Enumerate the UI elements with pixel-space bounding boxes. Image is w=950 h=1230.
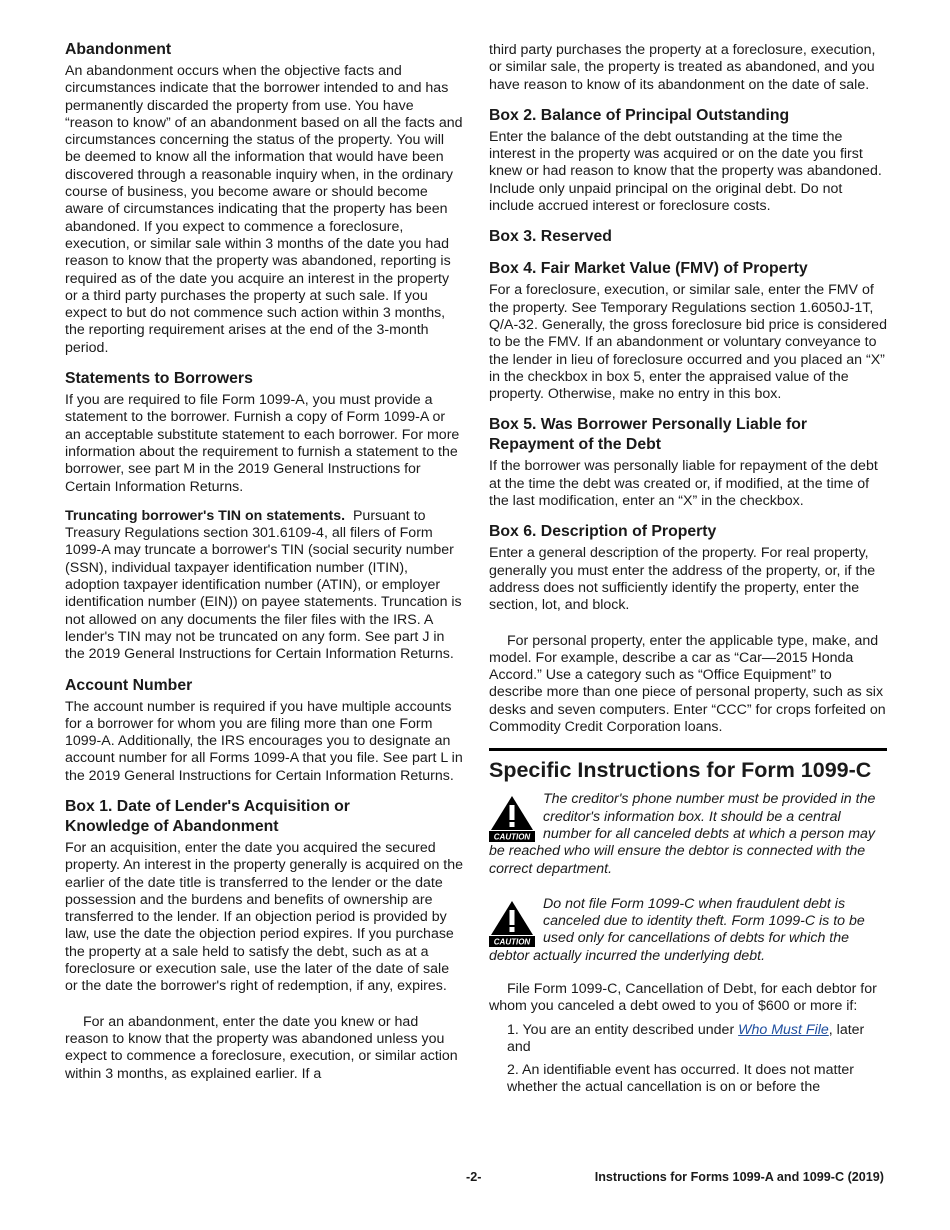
caution-label: CAUTION bbox=[493, 832, 531, 842]
box1-text: For an acquisition, enter the date you acquired the secured property. An interest in the property generally is acquired on the earlier of the date title is transferred to the lender or the date possession and the burdens and benefits of ownership are transferred to the lender. If an objection period is provided by law, use the date the objection period expires. If you purchase the property at a sale held to satisfy the debt, such as at a foreclosure or execution sale, use the later of the date of sale or the date the borrower's right of redemption, if any, expires. bbox=[65, 839, 464, 995]
box1-heading bbox=[65, 797, 463, 837]
box5-heading-line2: Repayment of the Debt bbox=[489, 436, 662, 454]
page-number: -2- bbox=[466, 1170, 482, 1184]
box2-text: Enter the balance of the debt outstanding at the time the interest in the property was acquired or on the date you first knew or had reason to know that the property was abandoned. Include only unpaid principal on the original debt. Do not include accrued interest or foreclosure costs. bbox=[489, 128, 882, 215]
box6-text: Enter a general description of the property. For real property, generally you must enter the address of the property, or, if the address does not sufficiently identify the property, enter the section, lot, and block. bbox=[489, 545, 876, 614]
section-divider bbox=[489, 748, 887, 751]
statements-text: If you are required to file Form 1099-A, you must provide a statement to the borrower. Furnish a copy of Form 1099-A or an acceptable substitute statement to each borrower. For more information about the requirement to furnish a statement to the borrower, see part M in the 2019 General Instructions for Certain Information Returns. bbox=[65, 392, 460, 495]
who-must-file-link[interactable]: Who Must File bbox=[738, 1021, 829, 1038]
list-item-1 bbox=[489, 1022, 887, 1057]
box1-heading-line1: Box 1. Date of Lender's Acquisition or bbox=[65, 797, 350, 815]
box1-text2: For an abandonment, enter the date you knew or had reason to know that the property was abandoned unless you expect to commence a foreclosure, execution, or similar action within 3 months, as explained earlier. If a bbox=[65, 1013, 458, 1082]
truncating-text: Pursuant to Treasury Regulations section 301.6109-4, all filers of Form 1099-A may truncate a borrower's TIN (social security number (SSN), individual taxpayer identification number (ITIN), adoption taxpayer identification number (ATIN), or employer identification number (EIN)) on payee statements. Truncation is not allowed on any documents the filer files with the IRS. A lender's TIN may not be truncated on any form. See part J in the 2019 General Instructions for Certain Information Returns. bbox=[65, 507, 462, 663]
caution-note-2 bbox=[489, 896, 887, 965]
caution-icon bbox=[489, 794, 535, 842]
right-column bbox=[489, 40, 887, 1109]
box6-heading: Box 6. Description of Property bbox=[489, 523, 717, 541]
box5-text: If the borrower was personally liable for repayment of the debt at the time the debt was created or, if modified, at the time of the last modification, enter an “X” in the checkbox. bbox=[489, 458, 878, 510]
box5-heading bbox=[489, 415, 887, 455]
abandonment-text: An abandonment occurs when the objective facts and circumstances indicate that the borrower intended to and has permanently discarded the property from use. You have “reason to know” of an abandonment based on all the facts and circumstances concerning the status of the property. You will be deemed to know all the information that would have been discovered through a reasonable inquiry when, in the ordinary course of business, you become aware or should become aware of circumstances indicating that the property has been abandoned. If you expect to commence a foreclosure, execution, or similar sale within 3 months of the date you had reason to know that the property was abandoned, reporting is required as of the date you acquire an interest in the property or a third party purchases the property at such sale. If you expect to but do not commence such action within 3 months, the reporting requirement arises at the end of the 3-month period. bbox=[65, 63, 463, 356]
caution-label: CAUTION bbox=[493, 937, 531, 947]
continued-text: third party purchases the property at a foreclosure, execution, or similar sale, the property is treated as abandoned, and you have reason to know of its abandonment on the date of sale. bbox=[489, 42, 876, 93]
account-heading: Account Number bbox=[65, 676, 193, 694]
statements-heading: Statements to Borrowers bbox=[65, 370, 253, 388]
truncating-label: Truncating borrower's TIN on statements. bbox=[65, 507, 346, 524]
caution-note-1 bbox=[489, 791, 887, 877]
footer-title: Instructions for Forms 1099-A and 1099-C (2019) bbox=[594, 1170, 884, 1184]
list-item-2: 2. An identifiable event has occurred. It does not matter whether the actual cancellation is on or before the bbox=[507, 1062, 855, 1096]
box3-heading: Box 3. Reserved bbox=[489, 228, 612, 246]
box4-heading: Box 4. Fair Market Value (FMV) of Property bbox=[489, 260, 808, 278]
form-1099c-intro: File Form 1099-C, Cancellation of Debt, for each debtor for whom you canceled a debt owed to you of $600 or more if: bbox=[489, 980, 877, 1015]
section-1099c-title: Specific Instructions for Form 1099-C bbox=[489, 758, 872, 783]
box2-heading: Box 2. Balance of Principal Outstanding bbox=[489, 106, 790, 124]
box5-heading-line1: Box 5. Was Borrower Personally Liable for bbox=[489, 416, 808, 434]
left-column bbox=[65, 40, 463, 1095]
caution-icon bbox=[489, 899, 535, 947]
abandonment-heading: Abandonment bbox=[65, 41, 172, 58]
account-text: The account number is required if you have multiple accounts for a borrower for whom you are filing more than one Form 1099-A. Additionally, the IRS encourages you to designate an account number for all Forms 1099-A that you file. See part L in the 2019 General Instructions for Certain Information Returns. bbox=[65, 698, 463, 784]
list-item-1-suffix: , later and bbox=[507, 1021, 865, 1055]
box1-heading-line2: Knowledge of Abandonment bbox=[65, 817, 279, 835]
page-footer bbox=[0, 1168, 950, 1188]
truncating-paragraph bbox=[65, 508, 463, 664]
list-item-1-prefix: 1. You are an entity described under bbox=[507, 1021, 739, 1038]
box6-text2: For personal property, enter the applicable type, make, and model. For example, describe a car as “Car—2015 Honda Accord.” Use a category such as “Office Equipment” to describe more than one piece of personal property, such as six desks and seven computers. Enter “CCC” for crops forfeited on Commodity Credit Corporation loans. bbox=[489, 632, 886, 736]
caution-text-1: The creditor's phone number must be provided in the creditor's information box. It should be a central number for all canceled debts at which a person may be reached who will ensure the debtor is connected with the correct department. bbox=[489, 791, 876, 877]
caution-text-2: Do not file Form 1099-C when fraudulent debt is canceled due to identity theft. Form 1099-C is to be used only for cancellations of debts for which the debtor actually incurred the underlying debt. bbox=[489, 895, 865, 964]
box4-text: For a foreclosure, execution, or similar sale, enter the FMV of the property. See Temporary Regulations section 1.6050J-1T, Q/A-32. Generally, the gross foreclosure bid price is considered to be the FMV. If an abandonment or voluntary conveyance to the lender in lieu of foreclosure occurred and you placed an “X” in the checkbox in box 5, enter the appraised value of the property. Otherwise, make no entry in this box. bbox=[489, 282, 887, 403]
